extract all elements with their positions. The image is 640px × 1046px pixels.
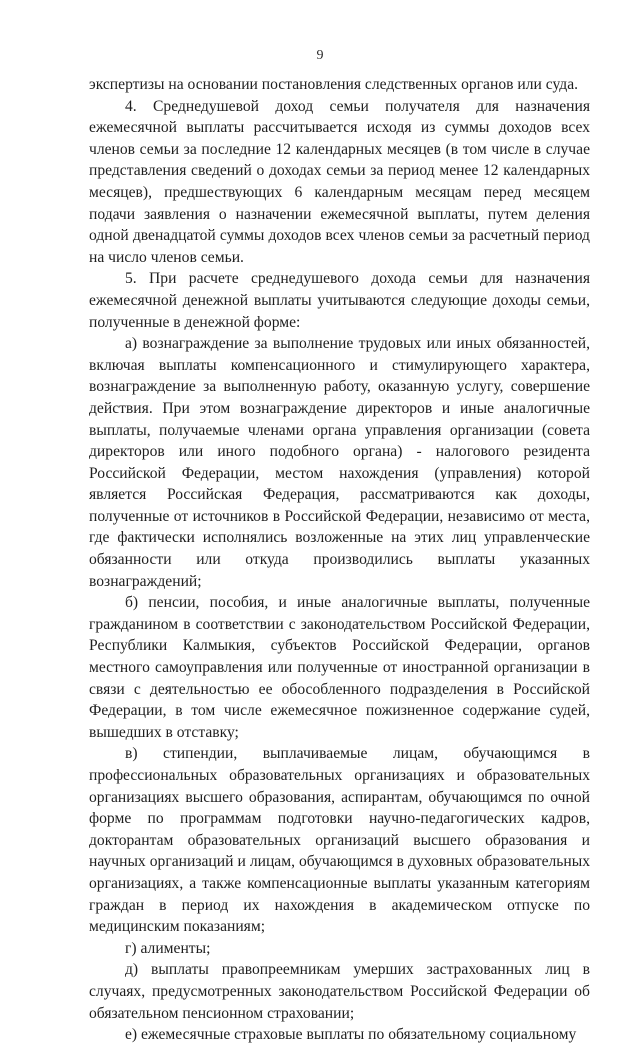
subitem-g: г) алименты; [125, 939, 211, 957]
subitem-a: а) вознаграждение за выполнение трудовых или иных обязанностей, включая выплаты компенсационного и стимулирующего характера, вознаграждение за выполненную работу, оказанную услугу, совершение действия. При этом вознаграждение директоров и иные аналогичные выплаты, получаемые членами органа управления организации (совета директоров или иного подобного органа) - налогового резидента Российской Федерации, местом нахождения (управления) которой является Российская Федерация, рассматриваются как доходы, полученные от источников в Российской Федерации, независимо от места, где фактически исполнялись возложенные на этих лиц управленческие обязанности или откуда производились выплаты указанных вознаграждений; [89, 335, 590, 590]
subitem-b: б) пенсии, пособия, и иные аналогичные выплаты, полученные гражданином в соответствии с законодательством Российской Федерации, Республики Калмыкия, субъектов Российской Федерации, органов местного самоуправления или полученные от иностранной организации в связи с деятельностью ее обособленного подразделения в Российской Федерации, в том числе ежемесячное пожизненное содержание судей, вышедших в отставку; [89, 594, 590, 741]
subitem-v: в) стипендии, выплачиваемые лицам, обучающимся в профессиональных образовательных организациях и образовательных организациях высшего образования, аспирантам, обучающимся по очной форме по программам подготовки научно-педагогических кадров, докторантам образовательных организаций высшего образования и научных организаций и лицам, обучающимся в духовных образовательных организациях, а также компенсационные выплаты указанным категориям граждан в период их нахождения в академическом отпуске по медицинским показаниям; [89, 745, 590, 936]
document-body [89, 74, 590, 1046]
paragraph-continuation: экспертизы на основании постановления следственных органов или суда. [89, 76, 579, 93]
page-number: 9 [316, 48, 324, 63]
subitem-d: д) выплаты правопреемникам умерших застрахованных лиц в случаях, предусмотренных законодательством Российской Федерации об обязательном пенсионном страховании; [89, 961, 590, 1022]
subitem-e: е) ежемесячные страховые выплаты по обязательному социальному [125, 1026, 577, 1044]
paragraph-item-4: 4. Среднедушевой доход семьи получателя для назначения ежемесячной выплаты рассчитывается исходя из суммы доходов всех членов семьи за последние 12 календарных месяцев (в том числе в случае представления сведений о доходах семьи за период менее 12 календарных месяцев), предшествующих 6 календарным месяцам перед месяцем подачи заявления о назначении ежемесячной выплаты, путем деления одной двенадцатой суммы доходов всех членов семьи за расчетный период на число членов семьи. [89, 97, 590, 266]
paragraph-item-5: 5. При расчете среднедушевого дохода семьи для назначения ежемесячной денежной выплаты учитываются следующие доходы семьи, полученные в денежной форме: [89, 270, 590, 331]
